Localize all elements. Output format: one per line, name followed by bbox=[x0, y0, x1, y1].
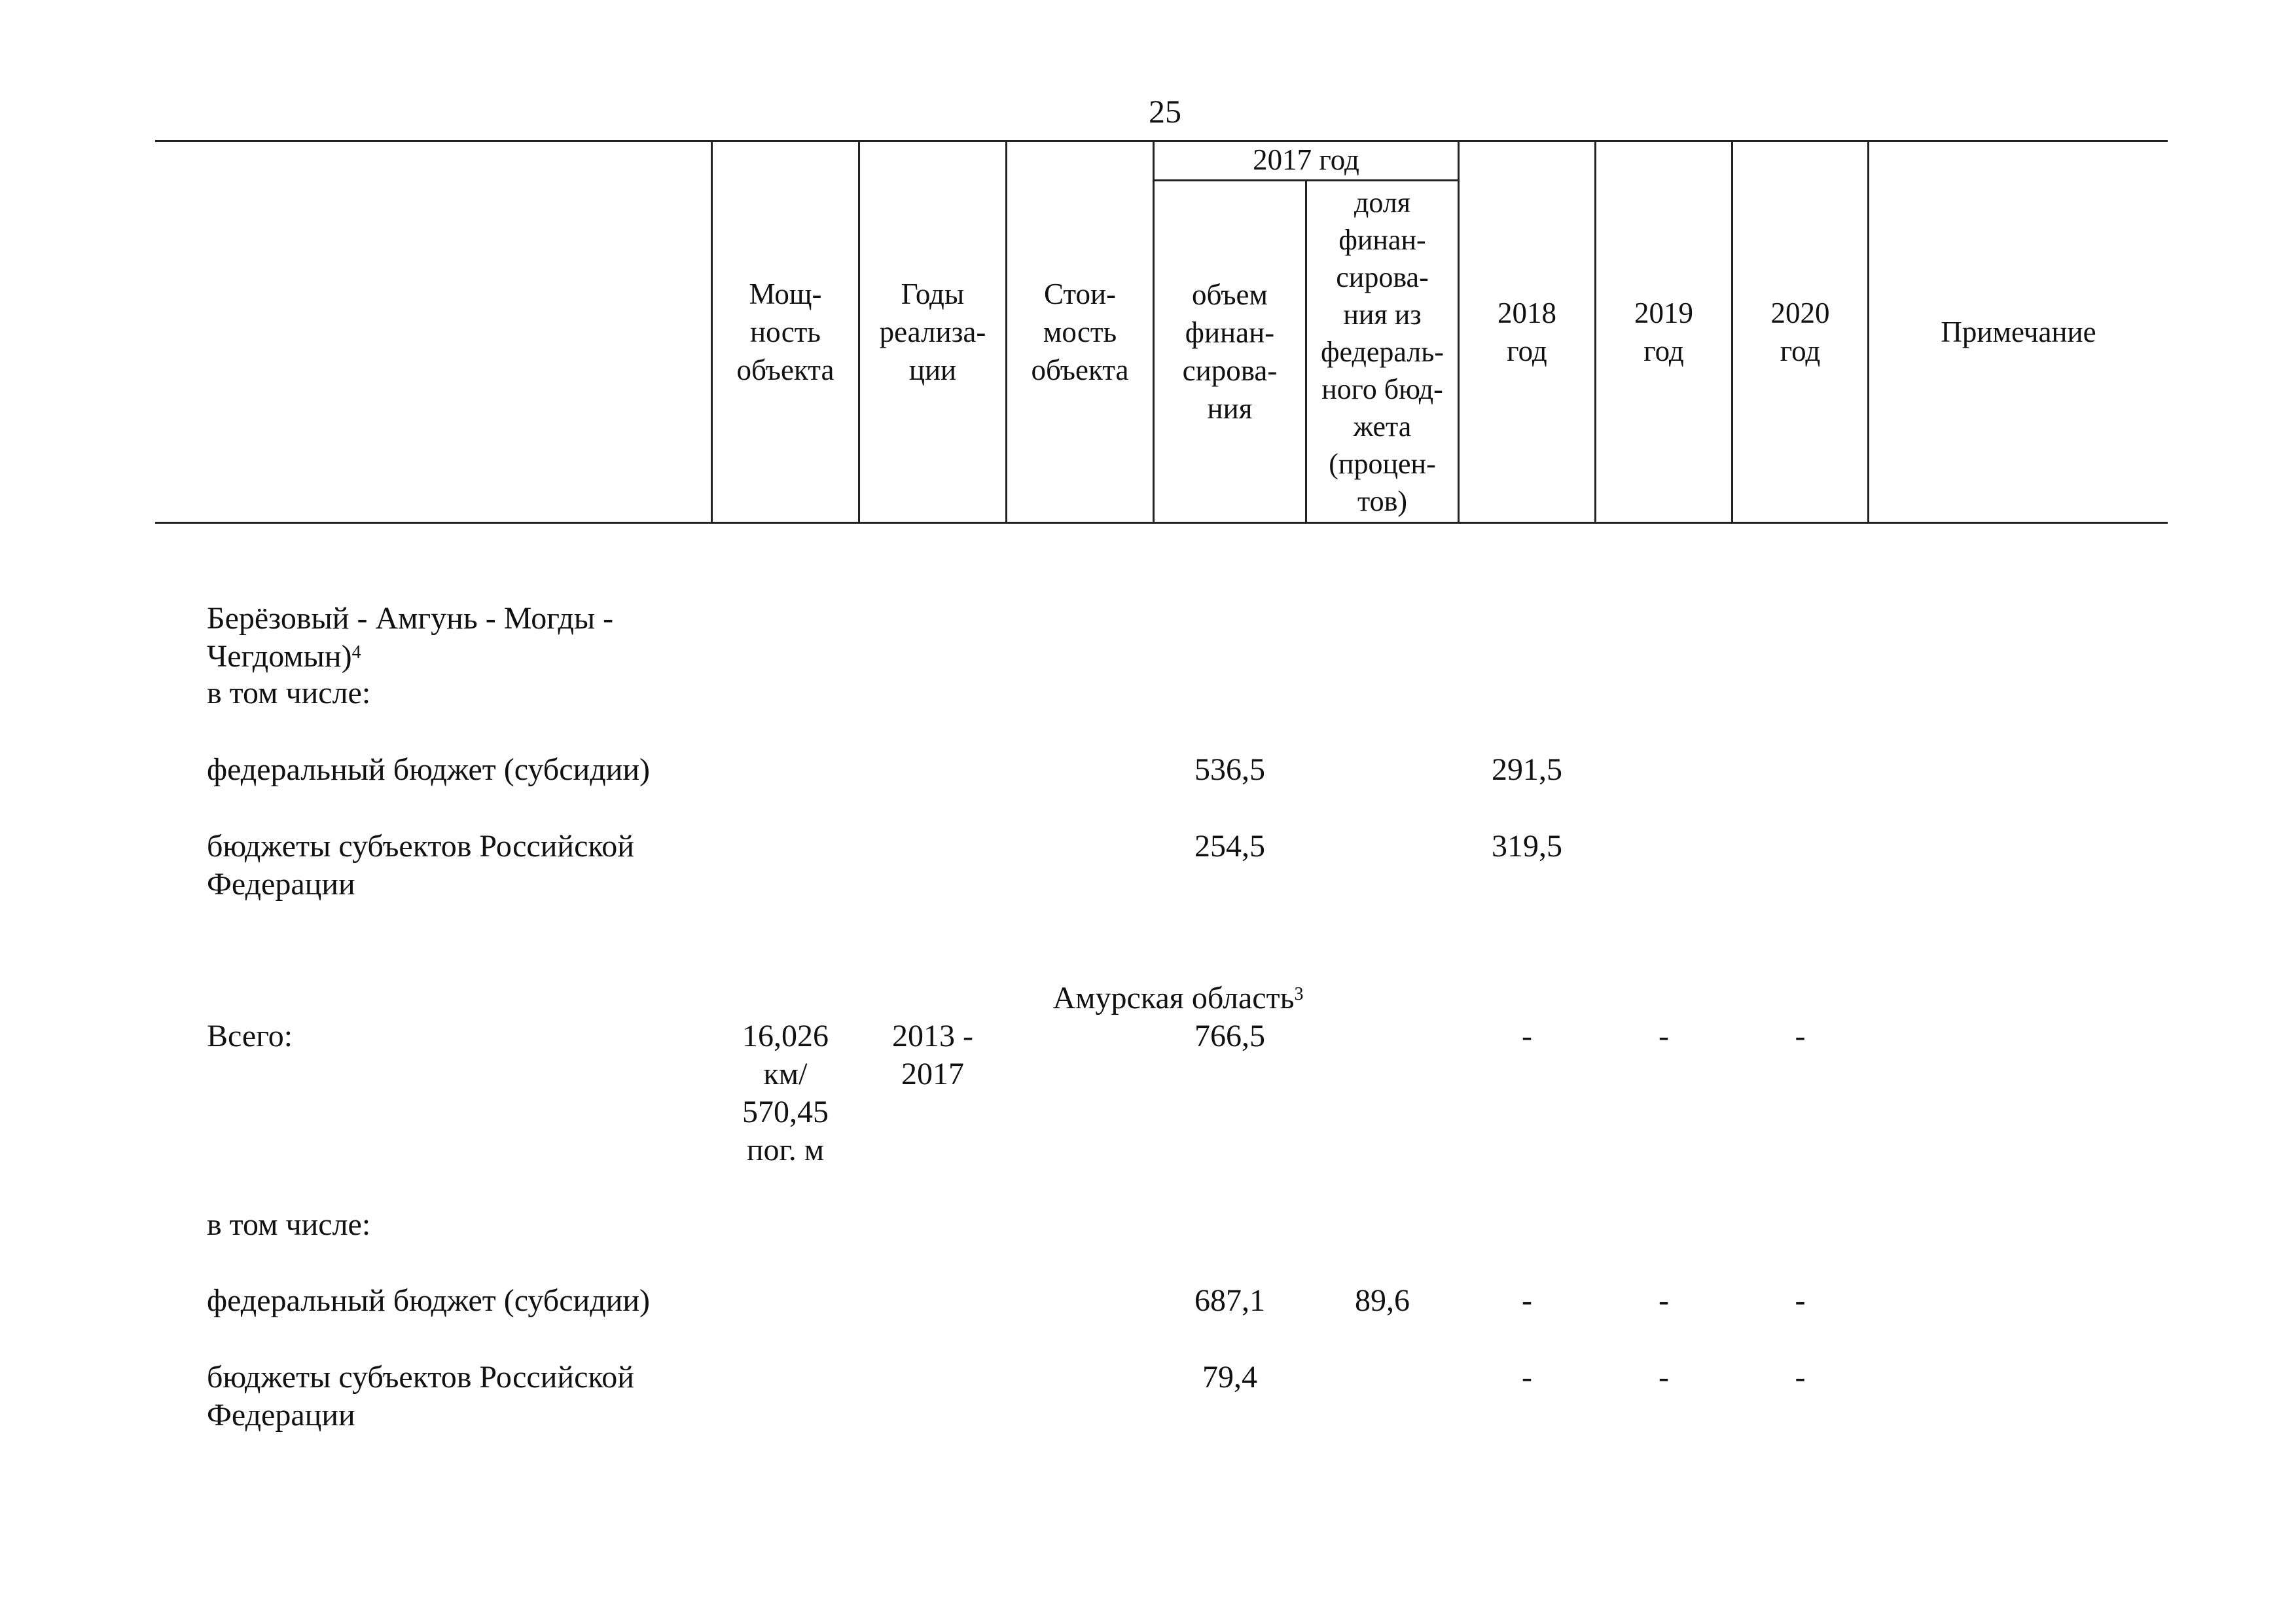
section-title-text: Амурская область bbox=[1052, 981, 1295, 1015]
row-regional-budget-2019-2: - bbox=[1659, 1360, 1669, 1395]
row-regional-budget-label: бюджеты субъектов Российской Федерации bbox=[207, 829, 634, 902]
section-title bbox=[916, 941, 1440, 1017]
row-object-name-text: Берёзовый - Амгунь - Могды - Чегдомын) bbox=[207, 601, 614, 674]
row-federal-budget-label: федеральный бюджет (субсидии) bbox=[207, 752, 650, 787]
header-2020: 2020 год bbox=[1770, 297, 1830, 367]
header-volume: объем финан- сирова- ния bbox=[1182, 278, 1278, 425]
row-regional-budget-volume-2: 79,4 bbox=[1202, 1360, 1257, 1395]
row-regional-budget-2018: 319,5 bbox=[1492, 829, 1562, 864]
header-2018: 2018 год bbox=[1498, 297, 1556, 367]
header-2019: 2019 год bbox=[1634, 297, 1693, 367]
page-number: 25 bbox=[1149, 93, 1181, 130]
row-including-label-2: в том числе: bbox=[207, 1207, 371, 1242]
row-federal-budget-2018-2: - bbox=[1522, 1283, 1532, 1318]
row-federal-budget-2018: 291,5 bbox=[1492, 752, 1562, 787]
row-object-name bbox=[207, 562, 704, 676]
row-total-volume: 766,5 bbox=[1194, 1019, 1265, 1053]
header-years: Годы реализа- ции bbox=[879, 278, 986, 386]
row-total-2020: - bbox=[1795, 1019, 1806, 1053]
section-footnote-mark: 3 bbox=[1294, 984, 1304, 1004]
row-total-2018: - bbox=[1522, 1019, 1532, 1053]
footnote-mark: 4 bbox=[351, 642, 361, 663]
row-federal-budget-2019-2: - bbox=[1659, 1283, 1669, 1318]
header-note: Примечание bbox=[1941, 316, 2096, 348]
row-total-years: 2013 - 2017 bbox=[892, 1019, 973, 1091]
row-regional-budget-label-2: бюджеты субъектов Российской Федерации bbox=[207, 1360, 634, 1432]
row-regional-budget-2018-2: - bbox=[1522, 1360, 1532, 1395]
row-federal-budget-volume: 536,5 bbox=[1194, 752, 1265, 787]
header-bottom-rule bbox=[155, 522, 2168, 524]
row-total-2019: - bbox=[1659, 1019, 1669, 1053]
header-capacity: Мощ- ность объекта bbox=[736, 278, 834, 386]
row-federal-budget-label-2: федеральный бюджет (субсидии) bbox=[207, 1283, 650, 1318]
row-federal-budget-volume-2: 687,1 bbox=[1194, 1283, 1265, 1318]
row-total-capacity: 16,026 км/ 570,45 пог. м bbox=[742, 1019, 829, 1167]
header-2017: 2017 год bbox=[1253, 143, 1359, 176]
header-share: доля финан- сирова- ния из федераль- ного бюд- жета (процен- тов) bbox=[1321, 186, 1444, 517]
row-including-label: в том числе: bbox=[207, 676, 371, 710]
header-cost: Стои- мость объекта bbox=[1031, 278, 1129, 386]
row-regional-budget-2020-2: - bbox=[1795, 1360, 1806, 1395]
row-federal-budget-share-2: 89,6 bbox=[1355, 1283, 1410, 1318]
row-total-label: Всего: bbox=[207, 1019, 293, 1053]
row-regional-budget-volume: 254,5 bbox=[1194, 829, 1265, 864]
row-federal-budget-2020-2: - bbox=[1795, 1283, 1806, 1318]
